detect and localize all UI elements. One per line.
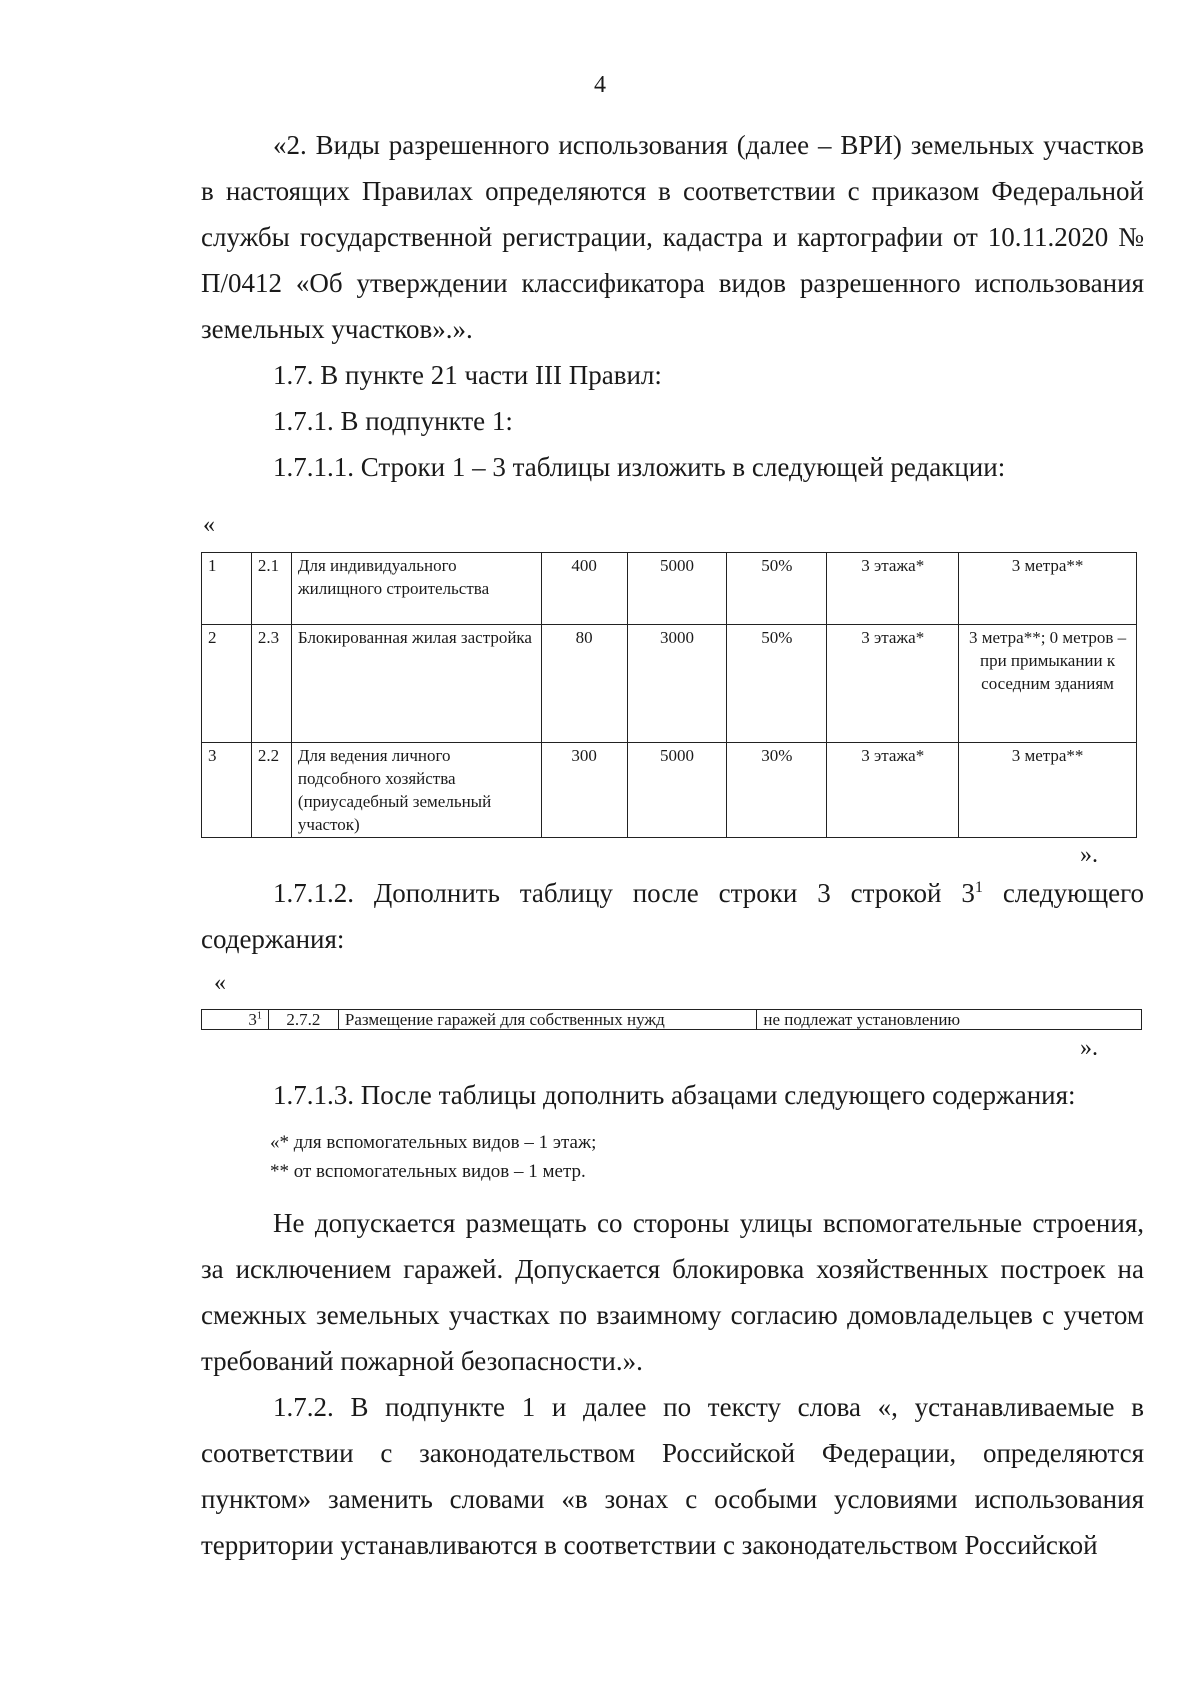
- cell-max-area: 5000: [627, 743, 727, 838]
- item-1-7-1-3: 1.7.1.3. После таблицы дополнить абзацами следующего содержания:: [273, 1080, 1076, 1110]
- table-row: [202, 625, 1137, 743]
- footnotes: [270, 1128, 596, 1186]
- item-1-7-2: 1.7.2. В подпункте 1 и далее по тексту слова «, устанавливаемые в соответствии с законодательством Российской Федерации, определяются пунктом» заменить словами «в зонах с особыми условиями использования территории устанавливаются в соответствии с законодательством Российской: [201, 1392, 1144, 1560]
- text-block-1-7-1-3: [201, 1072, 1144, 1118]
- cell-n: 3: [202, 743, 252, 838]
- note-2: ** от вспомогательных видов – 1 метр.: [270, 1161, 586, 1182]
- table-row: [202, 743, 1137, 838]
- cell-name: Блокированная жилая застройка: [291, 625, 541, 743]
- cell-min-area: 300: [541, 743, 627, 838]
- cell-floors: 3 этажа*: [827, 625, 959, 743]
- cell-name: Размещение гаражей для собственных нужд: [338, 1010, 757, 1030]
- open-quote-row31: «: [214, 970, 226, 996]
- item-1-7-1: 1.7.1. В подпункте 1:: [273, 406, 513, 436]
- note-1: «* для вспомогательных видов – 1 этаж;: [270, 1132, 597, 1153]
- cell-name: Для индивидуального жилищного строительства: [291, 553, 541, 625]
- cell-setback: 3 метра**; 0 метров – при примыкании к соседним зданиям: [959, 625, 1137, 743]
- cell-floors: 3 этажа*: [827, 553, 959, 625]
- cell-max-area: 3000: [627, 625, 727, 743]
- table-row: [202, 553, 1137, 625]
- cell-min-area: 80: [541, 625, 627, 743]
- item-1-7: 1.7. В пункте 21 части III Правил:: [273, 360, 662, 390]
- paragraph-restriction: Не допускается размещать со стороны улицы вспомогательные строения, за исключением гаражей. Допускается блокировка хозяйственных построек на смежных земельных участках по взаимному согласию домовладельцев с учетом требований пожарной безопасности.».: [201, 1208, 1144, 1376]
- item-1-7-1-2-text: 1.7.1.2. Дополнить таблицу после строки 3 строкой 3: [273, 878, 975, 908]
- cell-setback: 3 метра**: [959, 743, 1137, 838]
- cell-n: 2: [202, 625, 252, 743]
- cell-value: не подлежат установлению: [757, 1010, 1142, 1030]
- text-block-top: [201, 122, 1144, 490]
- table-row: [202, 1010, 1142, 1030]
- cell-max-area: 5000: [627, 553, 727, 625]
- cell-code: 2.3: [251, 625, 291, 743]
- text-block-row31: [201, 870, 1144, 962]
- item-1-7-1-1: 1.7.1.1. Строки 1 – 3 таблицы изложить в следующей редакции:: [273, 452, 1006, 482]
- close-quote-table: ».: [1080, 842, 1098, 868]
- cell-code: 2.7.2: [268, 1010, 338, 1030]
- cell-min-area: 400: [541, 553, 627, 625]
- close-quote-row31: ».: [1080, 1035, 1098, 1061]
- text-block-bottom: [201, 1200, 1144, 1568]
- cell-n: [202, 1010, 269, 1030]
- table-row-3-1: [201, 1009, 1142, 1030]
- cell-percent: 50%: [727, 553, 827, 625]
- cell-floors: 3 этажа*: [827, 743, 959, 838]
- page-number: 4: [594, 72, 606, 98]
- open-quote-table: «: [203, 512, 215, 538]
- zoning-table-rows: [201, 552, 1137, 838]
- cell-name: Для ведения личного подсобного хозяйства (приусадебный земельный участок): [291, 743, 541, 838]
- cell-n-base: 3: [248, 1010, 257, 1029]
- cell-setback: 3 метра**: [959, 553, 1137, 625]
- cell-n: 1: [202, 553, 252, 625]
- cell-percent: 30%: [727, 743, 827, 838]
- item-1-7-1-2-sup: 1: [974, 878, 983, 896]
- cell-percent: 50%: [727, 625, 827, 743]
- cell-code: 2.1: [251, 553, 291, 625]
- cell-n-sup: 1: [256, 1010, 262, 1022]
- item-1-7-1-2-tail: следующего содержания:: [201, 878, 1144, 954]
- intro-paragraph: «2. Виды разрешенного использования (далее – ВРИ) земельных участков в настоящих Правилах определяются в соответствии с приказом Федеральной службы государственной регистрации, кадастра и картографии от 10.11.2020 № П/0412 «Об утверждении классификатора видов разрешенного использования земельных участков».».: [201, 130, 1144, 344]
- cell-code: 2.2: [251, 743, 291, 838]
- item-1-7-1-2: [201, 870, 1144, 962]
